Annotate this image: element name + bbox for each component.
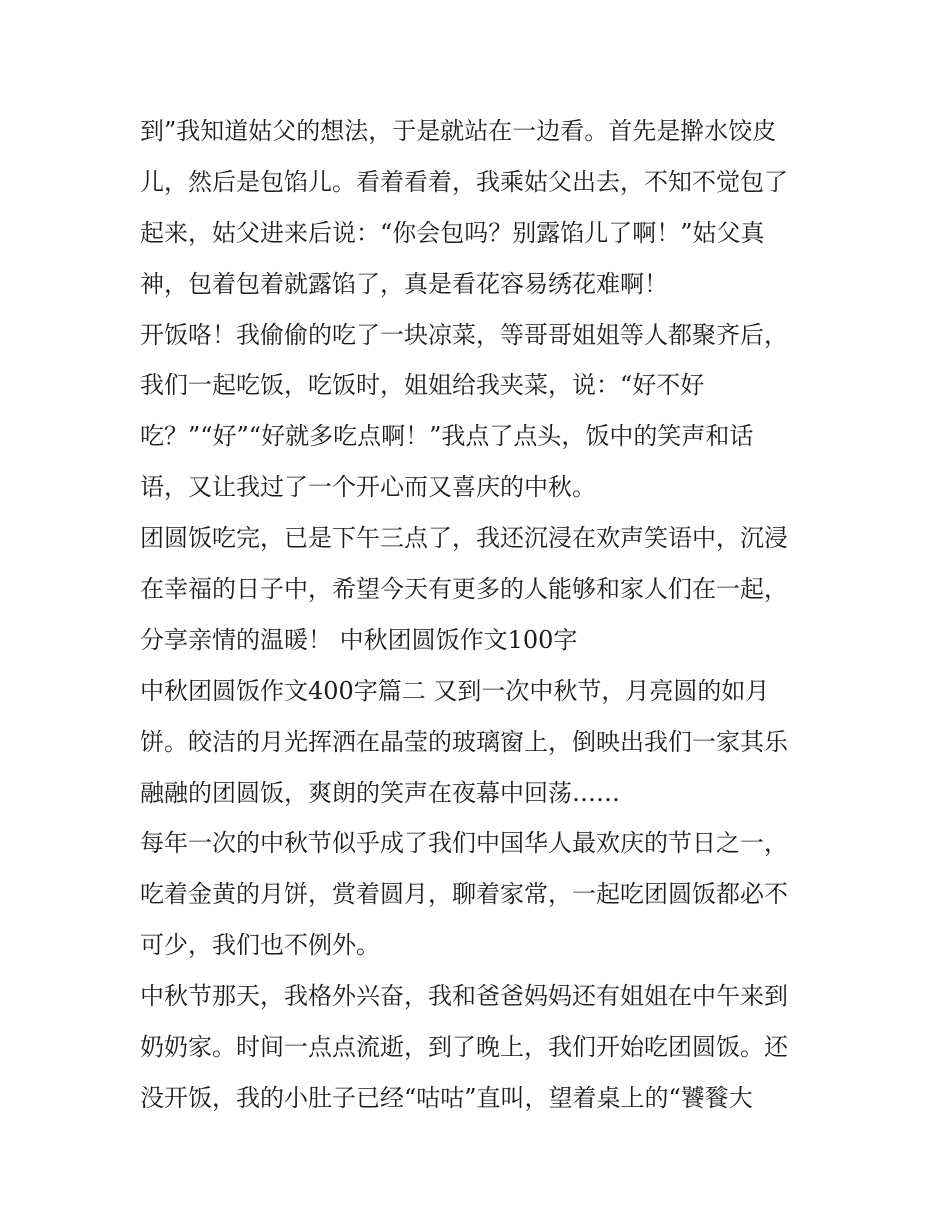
text-line: 儿，然后是包馅儿。看着看着，我乘姑父出去，不知不觉包了 [140, 167, 788, 196]
text-line: 融融的团圆饭，爽朗的笑声在夜幕中回荡…… [140, 778, 620, 807]
text-line: 饼。皎洁的月光挥洒在晶莹的玻璃窗上，倒映出我们一家其乐 [140, 727, 788, 756]
text-line: 在幸福的日子中，希望今天有更多的人能够和家人们在一起， [140, 575, 788, 604]
text-line: 我们一起吃饭，吃饭时，姐姐给我夹菜，说：“好不好 [140, 371, 705, 400]
text-line: 开饭咯！我偷偷的吃了一块凉菜，等哥哥姐姐等人都聚齐后， [140, 320, 788, 349]
body-text [140, 106, 830, 1124]
text-line: 奶奶家。时间一点点流逝，到了晚上，我们开始吃团圆饭。还 [140, 1033, 788, 1062]
text-line: 语，又让我过了一个开心而又喜庆的中秋。 [140, 473, 596, 502]
text-line: 吃着金黄的月饼，赏着圆月，聊着家常，一起吃团圆饭都必不 [140, 880, 788, 909]
text-line: 分享亲情的温暖！ 中秋团圆饭作文100字 [140, 625, 578, 654]
text-line: 团圆饭吃完，已是下午三点了，我还沉浸在欢声笑语中，沉浸 [140, 524, 788, 553]
text-line: 起来，姑父进来后说：“你会包吗？别露馅儿了啊！”姑父真 [140, 218, 765, 247]
text-line: 吃？”“好”“好就多吃点啊！”我点了点头，饭中的笑声和话 [140, 422, 754, 451]
text-line: 到”我知道姑父的想法，于是就站在一边看。首先是擀水饺皮 [140, 117, 777, 145]
text-line: 神，包着包着就露馅了，真是看花容易绣花难啊！ [140, 269, 668, 298]
text-line: 中秋团圆饭作文400字篇二 又到一次中秋节，月亮圆的如月 [140, 676, 770, 705]
text-line: 中秋节那天，我格外兴奋，我和爸爸妈妈还有姐姐在中午来到 [140, 982, 788, 1011]
text-line: 没开饭，我的小肚子已经“咕咕”直叫，望着桌上的“饕餮大 [140, 1083, 753, 1112]
text-line: 可少，我们也不例外。 [140, 931, 380, 960]
text-line: 每年一次的中秋节似乎成了我们中国华人最欢庆的节日之一， [140, 829, 788, 858]
